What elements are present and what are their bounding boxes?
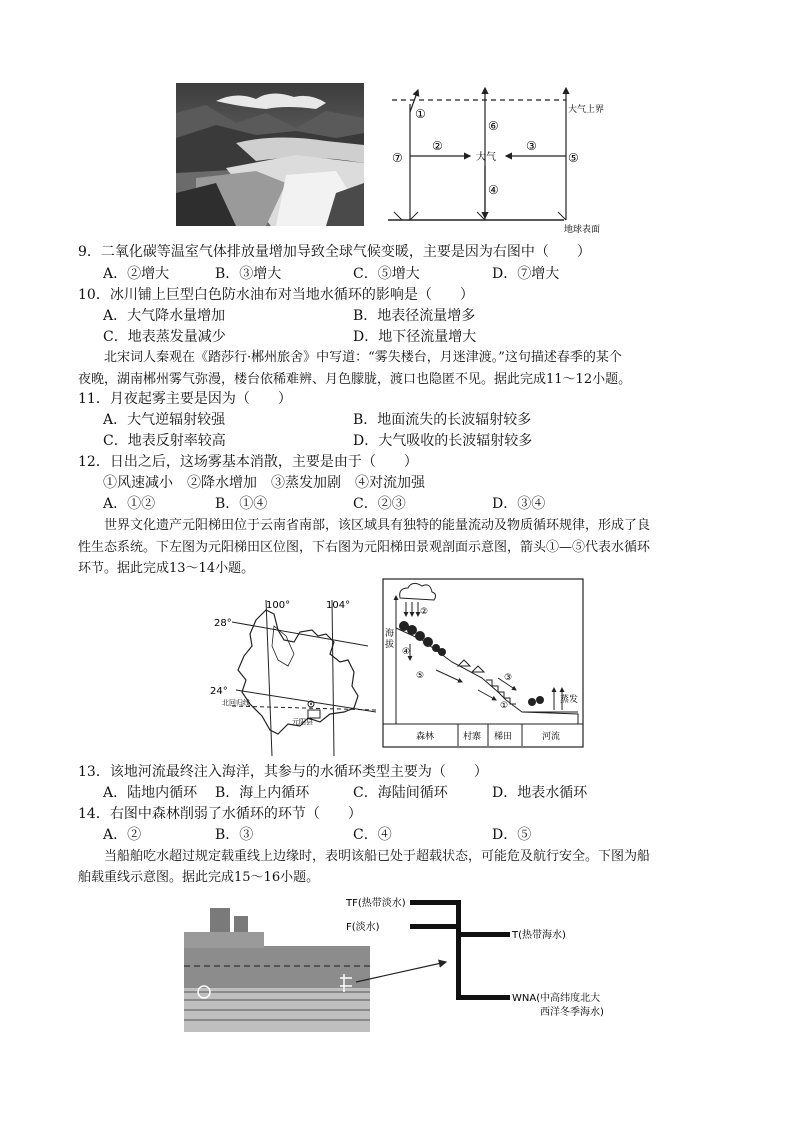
diagram-marker-4: ④: [488, 183, 499, 197]
load-line-diagram: [184, 892, 624, 1032]
q11-option-b[interactable]: B．地面流失的长波辐射较多: [353, 412, 532, 428]
diagram-marker-1: ①: [415, 107, 426, 121]
q10-option-d[interactable]: D．地下径流量增大: [353, 329, 477, 345]
q10-option-a[interactable]: A．大气降水量增加: [103, 308, 226, 324]
question-14: 14．右图中森林削弱了水循环的环节（ ）: [78, 806, 362, 822]
intro-11-line2: 夜晚，湖南郴州雾气弥漫，楼台依稀难辨、月色朦胧，渡口也隐匿不见。据此完成11～12小题。: [78, 372, 632, 387]
loadline-tf: TF(热带淡水): [346, 898, 406, 909]
map-lat-24: 24°: [210, 686, 228, 697]
q11-option-c[interactable]: C．地表反射率较高: [103, 433, 226, 449]
question-11: 11．月夜起雾主要是因为（ ）: [78, 391, 292, 407]
location-map: [208, 596, 378, 756]
question-12: 12．日出之后，这场雾基本消散，主要是由于（ ）: [78, 454, 418, 470]
map-county-label: 元阳县: [292, 718, 313, 726]
map-lat-28: 28°: [214, 618, 232, 629]
profile-marker-3: ③: [504, 673, 513, 683]
q9-option-c[interactable]: C．⑤增大: [353, 266, 420, 282]
q12-option-c[interactable]: C．②③: [353, 496, 406, 512]
atmosphere-diagram: [384, 82, 614, 234]
loadline-wna-1: WNA(中高纬度北大: [512, 993, 601, 1004]
profile-evap-label: 蒸发: [560, 695, 579, 705]
diagram-marker-6: ⑥: [488, 119, 499, 133]
question-13: 13．该地河流最终注入海洋，其参与的水循环类型主要为（ ）: [78, 764, 488, 780]
question-10: 10．冰川铺上巨型白色防水油布对当地水循环的影响是（ ）: [78, 287, 474, 303]
diagram-marker-7: ⑦: [392, 151, 403, 165]
q10-option-c[interactable]: C．地表蒸发量减少: [103, 329, 226, 345]
q12-option-a[interactable]: A．①②: [103, 496, 156, 512]
diagram-marker-2: ②: [432, 139, 443, 153]
q14-option-d[interactable]: D．⑤: [492, 827, 532, 843]
q14-option-a[interactable]: A．②: [103, 827, 142, 843]
q12-option-b[interactable]: B．①④: [215, 496, 268, 512]
profile-marker-5: ⑤: [416, 671, 425, 681]
q11-option-a[interactable]: A．大气逆辐射较强: [103, 412, 226, 428]
profile-marker-2: ②: [420, 607, 429, 617]
map-lon-100: 100°: [266, 600, 291, 611]
profile-zone-village: 村寨: [463, 732, 482, 742]
profile-marker-1: ①: [500, 701, 509, 711]
q13-option-c[interactable]: C．海陆间循环: [353, 785, 448, 801]
intro-13-line3: 环节。据此完成13～14小题。: [78, 561, 255, 576]
q13-option-d[interactable]: D．地表水循环: [492, 785, 588, 801]
intro-15-line2: 舶载重线示意图。据此完成15～16小题。: [78, 870, 320, 885]
glacier-photo: [176, 83, 364, 226]
q12-option-d[interactable]: D．③④: [492, 496, 546, 512]
diagram-center-label: 大气: [476, 152, 496, 163]
intro-13-line1: 世界文化遗产元阳梯田位于云南省南部，该区域具有独特的能量流动及物质循环规律，形成了良: [104, 518, 651, 533]
q12-items: ①风速减小 ②降水增加 ③蒸发加剧 ④对流加强: [103, 475, 425, 491]
map-tropic-label: 北回归线: [222, 699, 250, 707]
diagram-top-label: 大气上界: [568, 105, 605, 115]
q9-option-a[interactable]: A．②增大: [103, 266, 170, 282]
loadline-f: F(淡水): [346, 922, 380, 933]
profile-zone-terrace: 梯田: [494, 732, 513, 742]
diagram-marker-5: ⑤: [568, 151, 579, 165]
q10-option-b[interactable]: B．地表径流量增多: [353, 308, 476, 324]
profile-zone-forest: 森林: [416, 732, 435, 742]
profile-y-label-1: 海: [385, 629, 395, 639]
q11-option-d[interactable]: D．大气吸收的长波辐射较多: [353, 433, 533, 449]
loadline-wna-2: 西洋冬季海水): [540, 1007, 604, 1018]
intro-11-line1: 北宋词人秦观在《踏莎行·郴州旅舍》中写道：“雾失楼台，月迷津渡。”这句描述春季的某个: [104, 350, 622, 365]
profile-zone-river: 河流: [542, 732, 561, 742]
q9-option-d[interactable]: D．⑦增大: [492, 266, 560, 282]
q14-option-c[interactable]: C．④: [353, 827, 392, 843]
profile-marker-4: ④: [402, 647, 411, 657]
intro-15-line1: 当船舶吃水超过规定载重线上边缘时，表明该船已处于超载状态，可能危及航行安全。下图为船: [104, 849, 651, 864]
terrace-profile: [382, 578, 585, 748]
diagram-bottom-label: 地球表面: [564, 225, 601, 234]
diagram-marker-3: ③: [526, 139, 537, 153]
loadline-t: T(热带海水): [512, 930, 566, 941]
question-9: 9．二氧化碳等温室气体排放量增加导致全球气候变暖，主要是因为右图中（ ）: [78, 244, 591, 260]
intro-13-line2: 性生态系统。下左图为元阳梯田区位图，下右图为元阳梯田景观剖面示意图，箭头①—⑤代表水循环: [78, 540, 651, 555]
q14-option-b[interactable]: B．③: [215, 827, 254, 843]
q9-option-b[interactable]: B．③增大: [215, 266, 282, 282]
map-lon-104: 104°: [326, 600, 351, 611]
q13-option-a[interactable]: A．陆地内循环: [103, 785, 198, 801]
q13-option-b[interactable]: B．海上内循环: [215, 785, 310, 801]
profile-y-label-2: 拔: [385, 640, 395, 650]
